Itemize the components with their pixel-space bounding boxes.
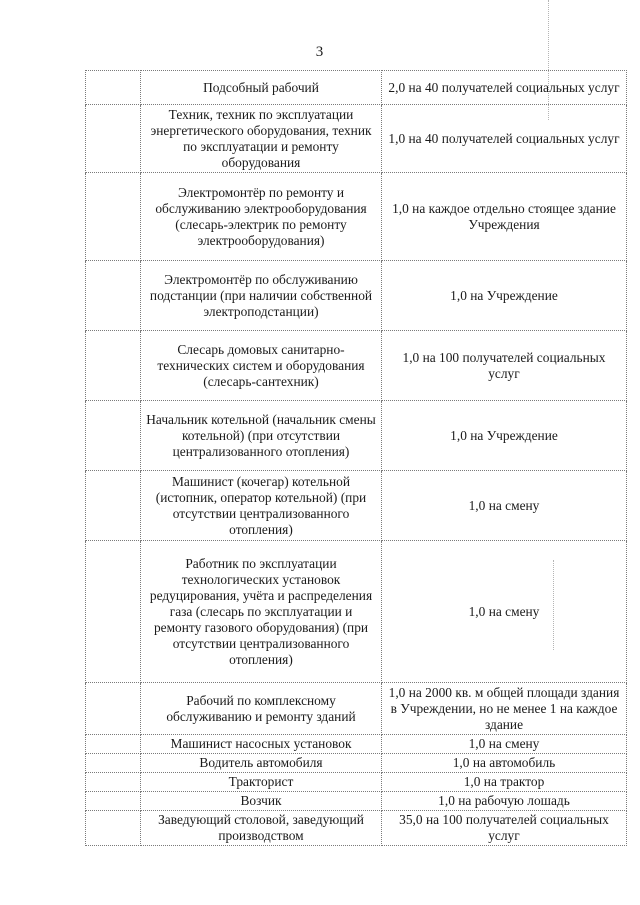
norm-cell: 35,0 на 100 получателей социальных услуг [382,811,627,846]
norm-cell: 1,0 на 100 получателей социальных услуг [382,331,627,401]
table-row [86,401,627,471]
position-cell: Возчик [141,792,382,811]
position-cell: Начальник котельной (начальник смены котельной) (при отсутствии централизованного отопления) [141,401,382,471]
position-cell: Электромонтёр по обслуживанию подстанции (при наличии собственной электроподстанции) [141,261,382,331]
table-row [86,105,627,173]
position-cell: Работник по эксплуатации технологических установок редуцирования, учёта и распределения газа (слесарь по эксплуатации и ремонту газового оборудования) (при отсутствии централизованного отопления) [141,541,382,683]
norm-cell: 1,0 на автомобиль [382,754,627,773]
staffing-norms-table [85,70,627,846]
position-cell: Заведующий столовой, заведующий производством [141,811,382,846]
position-cell: Тракторист [141,773,382,792]
table-row [86,471,627,541]
row-number-cell [86,683,141,735]
table-row [86,541,627,683]
position-cell: Водитель автомобиля [141,754,382,773]
row-number-cell [86,811,141,846]
table-row [86,261,627,331]
position-cell: Подсобный рабочий [141,71,382,105]
table-row [86,683,627,735]
table-row [86,735,627,754]
row-number-cell [86,331,141,401]
row-number-cell [86,71,141,105]
table-row [86,331,627,401]
norm-cell: 1,0 на трактор [382,773,627,792]
norm-cell: 1,0 на Учреждение [382,401,627,471]
table-row [86,173,627,261]
norm-cell: 1,0 на каждое отдельно стоящее здание Учреждения [382,173,627,261]
row-number-cell [86,735,141,754]
row-number-cell [86,105,141,173]
row-number-cell [86,471,141,541]
table-row [86,811,627,846]
row-number-cell [86,401,141,471]
row-number-cell [86,261,141,331]
position-cell: Машинист (кочегар) котельной (истопник, оператор котельной) (при отсутствии централизованного отопления) [141,471,382,541]
row-number-cell [86,773,141,792]
position-cell: Рабочий по комплексному обслуживанию и ремонту зданий [141,683,382,735]
norm-cell: 1,0 на смену [382,471,627,541]
norm-cell: 1,0 на рабочую лошадь [382,792,627,811]
row-number-cell [86,173,141,261]
position-cell: Машинист насосных установок [141,735,382,754]
row-number-cell [86,792,141,811]
norm-cell: 1,0 на смену [382,541,627,683]
norm-cell: 1,0 на Учреждение [382,261,627,331]
norm-cell: 1,0 на 40 получателей социальных услуг [382,105,627,173]
table-row [86,754,627,773]
page-number: 3 [315,44,325,60]
norm-cell: 2,0 на 40 получателей социальных услуг [382,71,627,105]
row-number-cell [86,541,141,683]
position-cell: Техник, техник по эксплуатации энергетического оборудования, техник по эксплуатации и ремонту оборудования [141,105,382,173]
position-cell: Слесарь домовых санитарно-технических систем и оборудования (слесарь-сантехник) [141,331,382,401]
table-row [86,792,627,811]
table-row [86,773,627,792]
row-number-cell [86,754,141,773]
table-row [86,71,627,105]
norm-cell: 1,0 на смену [382,735,627,754]
norm-cell: 1,0 на 2000 кв. м общей площади здания в Учреждении, но не менее 1 на каждое здание [382,683,627,735]
position-cell: Электромонтёр по ремонту и обслуживанию электрооборудования (слесарь-электрик по ремонту электрооборудования) [141,173,382,261]
